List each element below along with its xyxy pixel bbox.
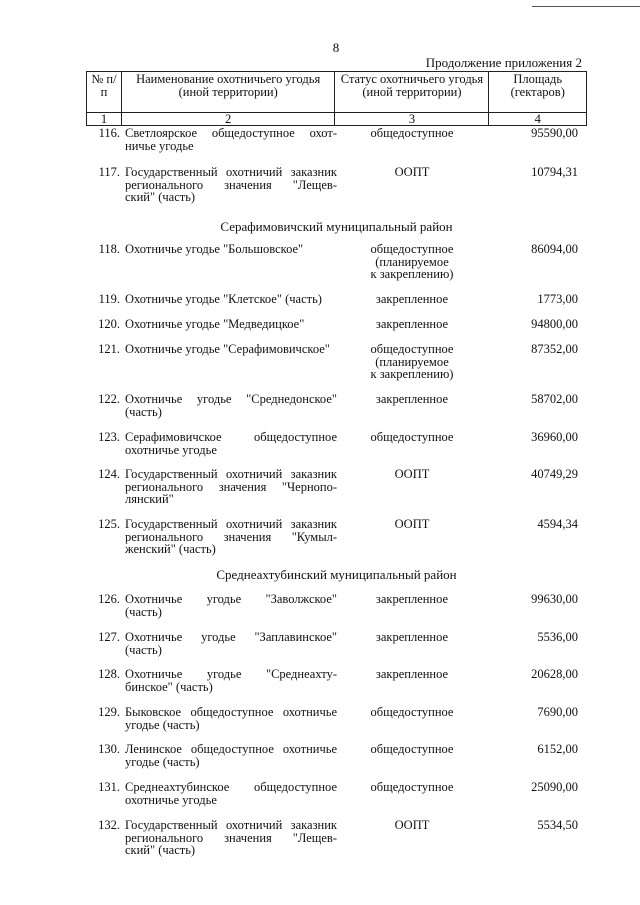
district-heading: Среднеахтубинский муниципальный район <box>216 567 457 582</box>
row-number: 125. <box>98 517 120 531</box>
row-name <box>125 343 337 356</box>
row-status <box>338 706 486 719</box>
header-col-name: Наименование охотничьего угодья (иной территории) <box>121 72 335 113</box>
row-status-line: закрепленное <box>375 630 449 644</box>
row-name <box>125 293 337 306</box>
row-name-line: (часть) <box>125 642 162 657</box>
row-name-line: регионального значения "Лещев- <box>125 177 337 192</box>
row-name-line: Охотничье угодье "Большовское" <box>125 242 304 256</box>
row-name-line: Быковское общедоступное охотничье <box>125 705 337 719</box>
row-status-line: закрепленное <box>375 317 449 331</box>
row-name <box>125 431 337 456</box>
row-area: 58702,00 <box>531 392 578 406</box>
row-status-line: общедоступное <box>370 430 454 444</box>
row-number: 118. <box>98 242 120 256</box>
row-status <box>338 743 486 756</box>
row-area: 95590,00 <box>531 126 578 140</box>
row-area: 25090,00 <box>531 780 578 794</box>
row-name-line: Государственный охотничий заказник <box>125 517 337 531</box>
row-status-line: общедоступное <box>370 705 454 719</box>
row-name-line: женский" (часть) <box>125 542 216 556</box>
row-name <box>125 743 337 768</box>
row-status <box>338 668 486 681</box>
header-num-3: 3 <box>335 113 489 126</box>
row-number: 120. <box>98 317 120 331</box>
row-name <box>125 393 337 418</box>
row-number: 122. <box>98 392 120 406</box>
row-status-line: ООПТ <box>394 517 430 531</box>
row-name <box>125 318 337 331</box>
row-name-line: Среднеахтубинское общедоступное <box>125 780 337 794</box>
row-status-line: закрепленное <box>375 292 449 306</box>
header-col-number: № п/п <box>87 72 122 113</box>
row-number: 119. <box>98 292 120 306</box>
row-status-line: ООПТ <box>394 165 430 179</box>
row-number: 116. <box>98 126 120 140</box>
row-name-line: Ленинское общедоступное охотничье <box>125 742 337 756</box>
row-number: 126. <box>98 592 120 606</box>
row-area: 86094,00 <box>531 242 578 256</box>
row-number: 117. <box>98 165 120 179</box>
row-status <box>338 518 486 531</box>
row-name-line: регионального значения "Кумыл- <box>125 529 337 544</box>
row-status <box>338 166 486 179</box>
row-name <box>125 243 337 256</box>
row-status <box>338 781 486 794</box>
row-status <box>338 343 486 381</box>
row-area: 10794,31 <box>531 165 578 179</box>
table-header <box>86 71 587 126</box>
row-status-line: закрепленное <box>375 592 449 606</box>
row-name-line: Охотничье угодье "Заволжское" <box>125 592 337 606</box>
row-name-line: лянский" <box>125 492 174 506</box>
row-area: 5534,50 <box>537 818 578 832</box>
header-num-2: 2 <box>121 113 335 126</box>
row-status-line: общедоступное <box>370 742 454 756</box>
row-name-line: ский" (часть) <box>125 190 196 204</box>
row-status-line: общедоступное <box>370 342 454 356</box>
row-status <box>338 293 486 306</box>
row-area: 5536,00 <box>537 630 578 644</box>
row-name-line: Государственный охотничий заказник <box>125 165 337 179</box>
row-name-line: (часть) <box>125 404 162 419</box>
row-status-line: (планируемое <box>375 354 449 369</box>
row-name <box>125 468 337 506</box>
row-name-line: Государственный охотничий заказник <box>125 467 337 481</box>
row-name-line: регионального значения "Лещев- <box>125 830 337 845</box>
row-number: 131. <box>98 780 120 794</box>
row-status <box>338 393 486 406</box>
row-name-line: ский" (часть) <box>125 843 196 857</box>
row-area: 36960,00 <box>531 430 578 444</box>
row-name <box>125 518 337 556</box>
row-status-line: общедоступное <box>370 126 454 140</box>
row-number: 127. <box>98 630 120 644</box>
row-name <box>125 668 337 693</box>
row-status-line: закрепленное <box>375 392 449 406</box>
row-name-line: ничье угодье <box>125 138 194 153</box>
row-name <box>125 781 337 806</box>
row-name-line: угодье (часть) <box>125 754 200 769</box>
header-num-4: 4 <box>489 113 587 126</box>
row-name-line: Охотничье угодье "Медведицкое" <box>125 317 305 331</box>
row-number: 129. <box>98 705 120 719</box>
row-name-line: охотничье угодье <box>125 442 217 457</box>
row-name-line: Охотничье угодье "Среднеахту- <box>125 667 337 681</box>
row-number: 124. <box>98 467 120 481</box>
row-status <box>338 631 486 644</box>
row-status-line: ООПТ <box>394 467 430 481</box>
row-name-line: Охотничье угодье "Среднедонское" <box>125 392 337 406</box>
row-status-line: (планируемое <box>375 254 449 269</box>
row-name <box>125 127 337 152</box>
row-number: 130. <box>98 742 120 756</box>
row-area: 1773,00 <box>537 292 578 306</box>
page-number: 8 <box>332 40 340 55</box>
row-name-line: охотничье угодье <box>125 792 217 807</box>
row-area: 99630,00 <box>531 592 578 606</box>
row-status-line: общедоступное <box>370 780 454 794</box>
row-status <box>338 127 486 140</box>
row-status <box>338 431 486 444</box>
row-number: 132. <box>98 818 120 832</box>
row-status-line: общедоступное <box>370 242 454 256</box>
row-name <box>125 166 337 204</box>
row-name-line: угодье (часть) <box>125 717 200 732</box>
row-status <box>338 468 486 481</box>
row-status-line: ООПТ <box>394 818 430 832</box>
header-col-area: Площадь (гектаров) <box>489 72 587 113</box>
row-status <box>338 819 486 832</box>
continuation-caption: Продолжение приложения 2 <box>425 55 582 70</box>
row-area: 6152,00 <box>537 742 578 756</box>
row-status-line: к закреплению) <box>370 267 454 281</box>
row-number: 121. <box>98 342 120 356</box>
row-name <box>125 819 337 857</box>
row-area: 7690,00 <box>537 705 578 719</box>
row-status <box>338 593 486 606</box>
row-status <box>338 243 486 281</box>
header-num-1: 1 <box>87 113 122 126</box>
row-status-line: к закреплению) <box>370 367 454 381</box>
row-number: 123. <box>98 430 120 444</box>
row-name-line: Серафимовичское общедоступное <box>125 430 337 444</box>
row-name-line: Охотничье угодье "Заплавинское" <box>125 630 337 644</box>
row-area: 4594,34 <box>537 517 578 531</box>
row-area: 87352,00 <box>531 342 578 356</box>
row-name-line: Светлоярское общедоступное охот- <box>125 126 337 140</box>
row-number: 128. <box>98 667 120 681</box>
header-col-status: Статус охотничьего угодья (иной территории) <box>335 72 489 113</box>
row-name-line: Охотничье угодье "Клетское" (часть) <box>125 292 322 306</box>
row-area: 40749,29 <box>531 467 578 481</box>
row-name <box>125 631 337 656</box>
row-name-line: (часть) <box>125 604 162 619</box>
row-name-line: регионального значения "Чернопо- <box>125 479 337 494</box>
row-area: 94800,00 <box>531 317 578 331</box>
district-heading: Серафимовичский муниципальный район <box>220 219 453 234</box>
row-name-line: Охотничье угодье "Серафимовичское" <box>125 342 330 356</box>
row-name <box>125 593 337 618</box>
row-status <box>338 318 486 331</box>
row-name <box>125 706 337 731</box>
top-rule <box>532 6 640 7</box>
row-name-line: Государственный охотничий заказник <box>125 818 337 832</box>
row-area: 20628,00 <box>531 667 578 681</box>
row-status-line: закрепленное <box>375 667 449 681</box>
row-name-line: бинское" (часть) <box>125 679 213 694</box>
